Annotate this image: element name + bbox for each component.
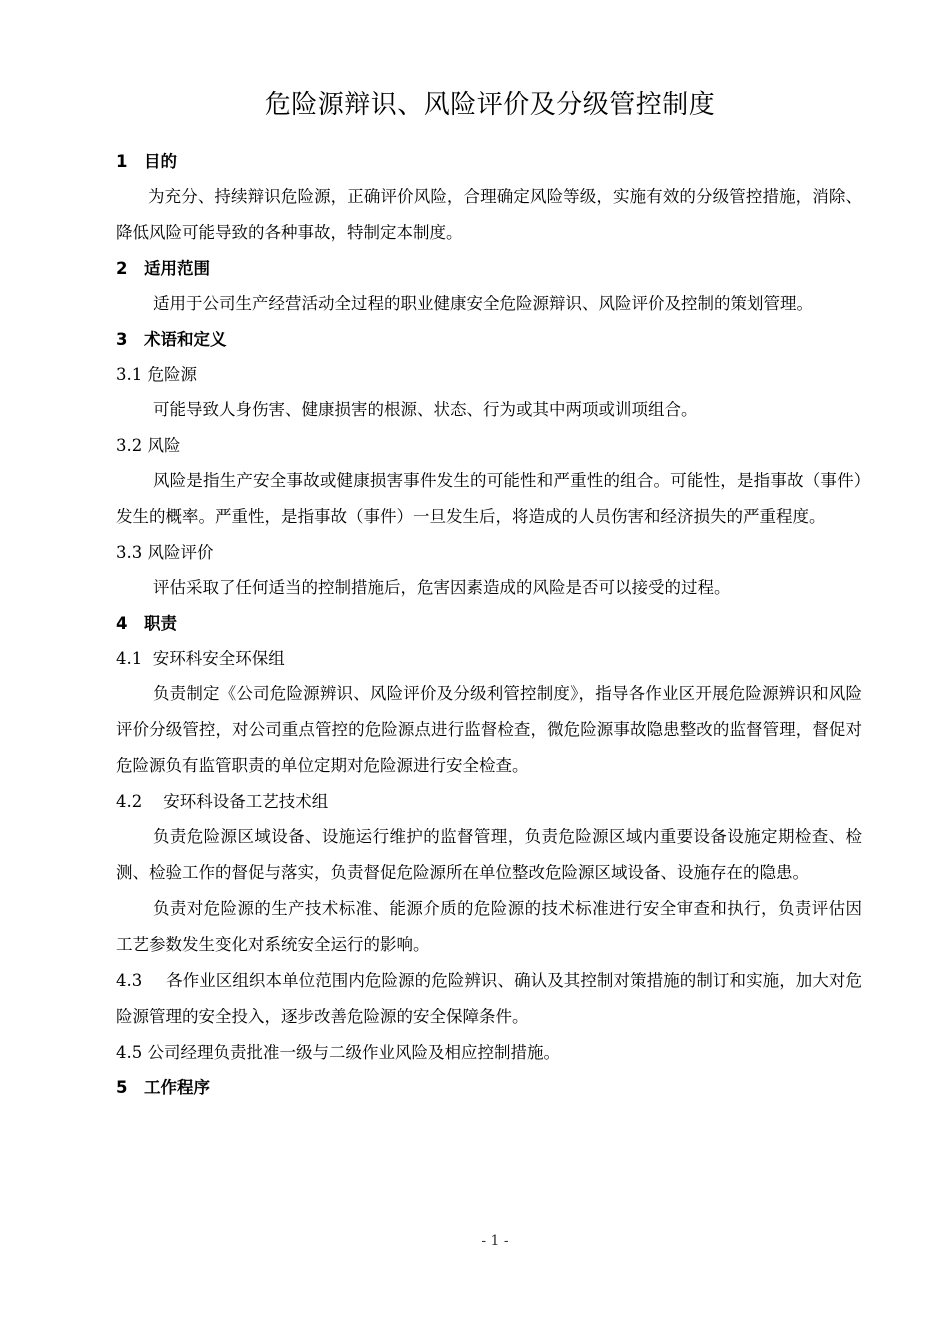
section-5-heading (116, 1070, 862, 1105)
subsection-number: 4.3 (116, 971, 143, 990)
subsection-4-2-label: 4.2 安环科设备工艺技术组 (116, 792, 329, 811)
section-number: 1 (116, 152, 128, 171)
document-title: 危险源辩识、风险评价及分级管控制度 (264, 90, 716, 120)
subsection-4-2-paragraph-1: 负责危险源区域设备、设施运行维护的监督管理，负责危险源区域内重要设备设施定期检查、检测、检验工作的督促与落实，负责督促危险源所在单位整改危险源区域设备、设施存在的隐患。 (116, 827, 862, 882)
section-4-heading (116, 606, 862, 641)
subsection-3-2-label: 3.2 风险 (116, 436, 181, 455)
page-number: - 1 - (481, 1233, 509, 1249)
subsection-4-5-label: 4.5 公司经理负责批准一级与二级作业风险及相应控制措施。 (116, 1043, 560, 1062)
subsection-3-3-label: 3.3 风险评价 (116, 543, 214, 562)
subsection-3-3-paragraph: 评估采取了任何适当的控制措施后，危害因素造成的风险是否可以接受的过程。 (153, 578, 731, 597)
section-title: 职责 (144, 614, 177, 633)
section-title: 工作程序 (144, 1078, 210, 1097)
subsection-3-2-paragraph: 风险是指生产安全事故或健康损害事件发生的可能性和严重性的组合。可能性，是指事故（事件）发生的概率。严重性，是指事故（事件）一旦发生后，将造成的人员伤害和经济损失的严重程度。 (116, 471, 862, 526)
section-number: 4 (116, 614, 128, 633)
subsection-4-1-paragraph: 负责制定《公司危险源辨识、风险评价及分级利管控制度》，指导各作业区开展危险源辨识和风险评价分级管控，对公司重点管控的危险源点进行监督检查，微危险源事故隐患整改的监督管理，督促对危险源负有监管职责的单位定期对危险源进行安全检查。 (116, 684, 862, 775)
section-1-paragraph: 为充分、持续辩识危险源，正确评价风险，合理确定风险等级，实施有效的分级管控措施，消除、降低风险可能导致的各种事故，特制定本制度。 (116, 187, 862, 242)
section-title: 适用范围 (144, 259, 210, 278)
section-number: 5 (116, 1078, 128, 1097)
subsection-4-2-paragraph-2: 负责对危险源的生产技术标准、能源介质的危险源的技术标准进行安全审查和执行，负责评估因工艺参数发生变化对系统安全运行的影响。 (116, 899, 862, 954)
section-title: 目的 (144, 152, 177, 171)
document-body (116, 144, 862, 1105)
section-3-heading (116, 322, 862, 357)
section-number: 3 (116, 330, 128, 349)
section-2-paragraph: 适用于公司生产经营活动全过程的职业健康安全危险源辩识、风险评价及控制的策划管理。 (153, 294, 813, 313)
section-2-heading (116, 251, 862, 286)
subsection-3-1-label: 3.1 危险源 (116, 365, 197, 384)
section-title: 术语和定义 (144, 330, 227, 349)
subsection-4-1-label: 4.1 安环科安全环保组 (116, 649, 285, 668)
section-1-heading (116, 144, 862, 179)
subsection-text: 各作业区组织本单位范围内危险源的危险辨识、确认及其控制对策措施的制订和实施，加大对危险源管理的安全投入，逐步改善危险源的安全保障条件。 (116, 971, 862, 1026)
subsection-3-1-paragraph: 可能导致人身伤害、健康损害的根源、状态、行为或其中两项或训项组合。 (153, 400, 698, 419)
section-number: 2 (116, 259, 128, 278)
subsection-4-3-paragraph (116, 963, 862, 1035)
